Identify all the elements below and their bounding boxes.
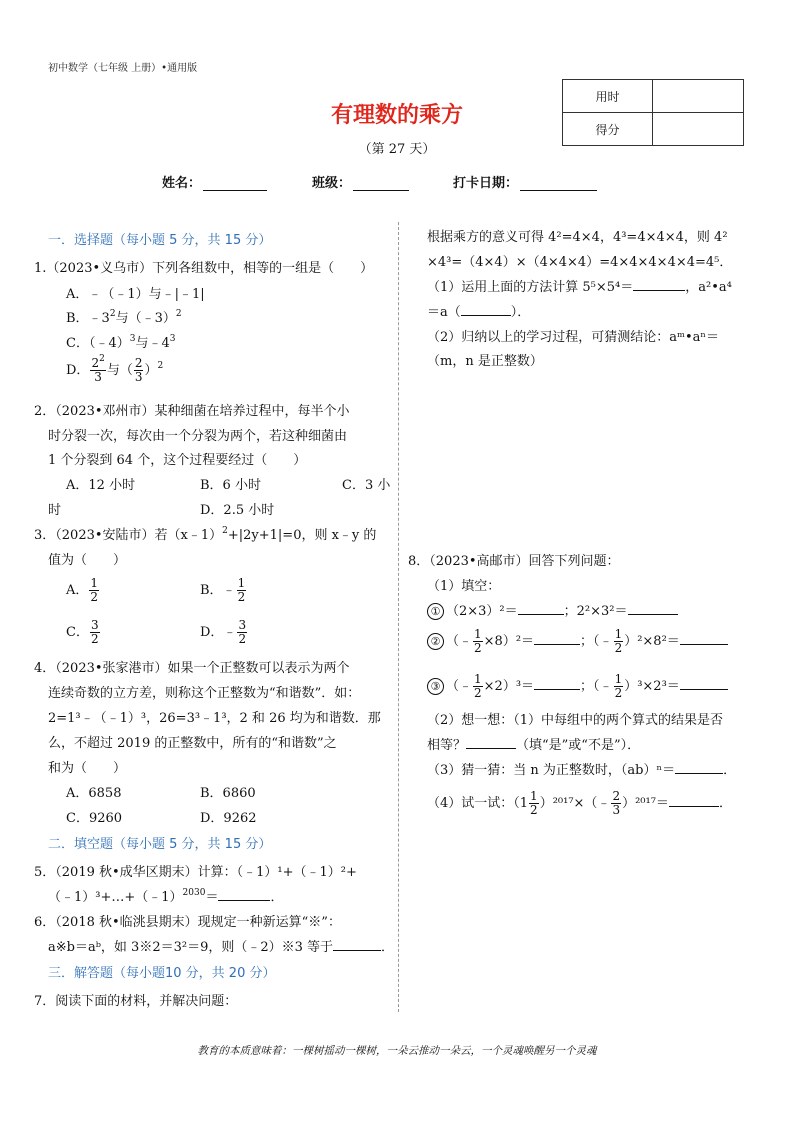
q8-row1: ① （2×3）²＝ ；2²×3²＝ xyxy=(427,600,678,620)
section2-title: 二．填空题（每小题 5 分，共 15 分） xyxy=(48,837,272,852)
q4-line3: 2=1³﹣（﹣1）³，26=3³﹣1³，2 和 26 均为和谐数．那 xyxy=(48,711,381,726)
class-field[interactable]: 班级： xyxy=(312,172,409,191)
q8-blank-try[interactable] xyxy=(669,795,719,807)
series-header: 初中数学（七年级 上册）•通用版 xyxy=(48,63,198,74)
time-score-table xyxy=(562,79,744,146)
q3-option-a[interactable]: A． $\frac{1}{2}$ xyxy=(66,576,99,604)
score-field[interactable] xyxy=(653,113,744,146)
q3-line2: 值为（ ） xyxy=(48,553,127,568)
page-title: 有理数的乘方 xyxy=(330,103,463,128)
column-divider xyxy=(398,222,400,1012)
q8-guess: （3）猜一猜：当 n 为正整数时，（ab）ⁿ＝ ． xyxy=(427,763,737,778)
section1-title: 一．选择题（每小题 5 分，共 15 分） xyxy=(48,233,272,248)
q8-blank-1b[interactable] xyxy=(628,603,678,615)
q8-stem: 8．（2023•高邮市）回答下列问题： xyxy=(408,554,620,569)
q7-material-line1: 根据乘方的意义可得 4²=4×4，4³=4×4×4，则 4² xyxy=(427,230,728,245)
q7-part2: （2）归纳以上的学习过程，可猜测结论：aᵐ•aⁿ＝ xyxy=(427,330,720,345)
q8-think-line1: （2）想一想：（1）中每组中的两个算式的结果是否 xyxy=(427,713,724,728)
q1-option-a[interactable]: A．﹣（﹣1）与﹣|﹣1| xyxy=(66,287,205,302)
q7-material-line2: ×4³=（4×4）×（4×4×4）=4×4×4×4×4=4⁵． xyxy=(427,255,733,270)
q1-option-c[interactable]: C．（﹣4）$^3$与$﹣4^3$ xyxy=(66,334,176,351)
q4-line2: 连续奇数的立方差，则称这个正整数为“和谐数”．如： xyxy=(48,686,361,701)
q7-answer-blank-1[interactable] xyxy=(633,279,685,291)
section3-title: 三．解答题（每小题10 分，共 20 分） xyxy=(48,966,276,981)
q8-part1-label: （1）填空： xyxy=(427,579,501,594)
q4-option-b[interactable]: B．6860 xyxy=(200,786,256,801)
q2-option-a[interactable]: A．12 小时 xyxy=(66,478,136,493)
time-field[interactable] xyxy=(653,80,744,113)
q8-think-line2: 相等？ （填“是”或“不是”）． xyxy=(427,738,641,753)
q6-line1: 6．（2018 秋•临洮县期末）现规定一种新运算“※”： xyxy=(34,915,341,930)
q2-option-b[interactable]: B．6 小时 xyxy=(200,478,261,493)
q4-line1: 4．（2023•张家港市）如果一个正整数可以表示为两个 xyxy=(34,661,350,676)
q4-option-a[interactable]: A．6858 xyxy=(66,786,122,801)
q2-line5: 时 xyxy=(48,503,62,518)
q8-blank-3b[interactable] xyxy=(680,678,728,690)
q8-blank-2a[interactable] xyxy=(534,633,580,645)
q5-answer-blank[interactable] xyxy=(218,889,270,901)
q8-try: （4）试一试：（1 $\frac{1}{2}$ ）²⁰¹⁷×（﹣ $\frac{2}{3}$ ）²⁰¹⁷＝ ． xyxy=(427,789,732,817)
q2-line2: 时分裂一次，每次由一个分裂为两个，若这种细菌由 xyxy=(48,429,348,444)
q8-row3: ③ （﹣ $\frac{1}{2}$ ×2）³＝ ；（﹣ $\frac{1}{2}$ ）³×2³＝ xyxy=(427,673,728,700)
q7-part1b: ＝a（ ）． xyxy=(427,305,531,320)
q2-line1: 2．（2023•邓州市）某种细菌在培养过程中，每半个小 xyxy=(34,404,350,419)
day-label: （第 27 天） xyxy=(358,142,436,157)
footer-motto: 教育的本质意味着：一棵树摇动一棵树，一朵云推动一朵云，一个灵魂唤醒另一个灵魂 xyxy=(197,1045,597,1057)
q2-option-d[interactable]: D．2.5 小时 xyxy=(200,503,275,518)
q3-option-c[interactable]: C． $\frac{3}{2}$ xyxy=(66,618,99,646)
q3-option-d[interactable]: D．﹣ $\frac{3}{2}$ xyxy=(200,618,247,646)
q3-option-b[interactable]: B．﹣ $\frac{1}{2}$ xyxy=(200,576,246,604)
q1-option-b[interactable]: B．$﹣3^2$与（﹣3）$^2$ xyxy=(66,309,182,326)
q8-row2: ② （﹣ $\frac{1}{2}$ ×8）²＝ ；（﹣ $\frac{1}{2}$ ）²×8²＝ xyxy=(427,628,728,655)
q1-option-d[interactable]: D． $\frac{2^2}{3}$ 与（ $\frac{2}{3}$ ）$^2$ xyxy=(66,354,164,384)
q8-blank-2b[interactable] xyxy=(680,633,728,645)
q7-part1: （1）运用上面的方法计算 5⁵×5⁴＝ ，a²•a⁴ xyxy=(427,280,732,295)
q4-option-d[interactable]: D．9262 xyxy=(200,811,257,826)
q4-option-c[interactable]: C．9260 xyxy=(66,811,123,826)
name-field[interactable]: 姓名： xyxy=(162,172,267,191)
q7-answer-blank-2[interactable] xyxy=(461,304,511,316)
score-label: 得分 xyxy=(563,113,653,146)
q3-line1: 3．（2023•安陆市）若（x﹣1）$^2$+|2y+1|=0，则 x﹣y 的 xyxy=(34,526,377,543)
q2-line3: 1 个分裂到 64 个，这个过程要经过（ ） xyxy=(48,453,307,468)
q7-line1: 7．阅读下面的材料，并解决问题： xyxy=(34,994,238,1009)
q7-part2b: （m，n 是正整数） xyxy=(427,354,543,369)
time-label: 用时 xyxy=(563,80,653,113)
q8-blank-1a[interactable] xyxy=(518,603,564,615)
q4-line5: 和为（ ） xyxy=(48,761,127,776)
q5-line1: 5．（2019 秋•成华区期末）计算：（﹣1）¹+（﹣1）²+ xyxy=(34,865,357,880)
q8-blank-guess[interactable] xyxy=(675,762,723,774)
q8-blank-3a[interactable] xyxy=(534,678,580,690)
q5-line2: （﹣1）³+…+（﹣1）$^{2030}$＝ ． xyxy=(48,888,284,905)
date-field[interactable]: 打卡日期： xyxy=(453,172,597,191)
q6-line2: a※b＝aᵇ，如 3※2＝3²＝9，则（﹣2）※3 等于 ． xyxy=(48,940,395,955)
q1-stem: 1.（2023•义乌市）下列各组数中，相等的一组是（ ） xyxy=(34,261,374,276)
q2-option-c[interactable]: C．3 小 xyxy=(342,478,391,493)
q8-blank-think[interactable] xyxy=(466,737,516,749)
q4-line4: 么，不超过 2019 的正整数中，所有的“和谐数”之 xyxy=(48,736,337,751)
q6-answer-blank[interactable] xyxy=(333,939,381,951)
